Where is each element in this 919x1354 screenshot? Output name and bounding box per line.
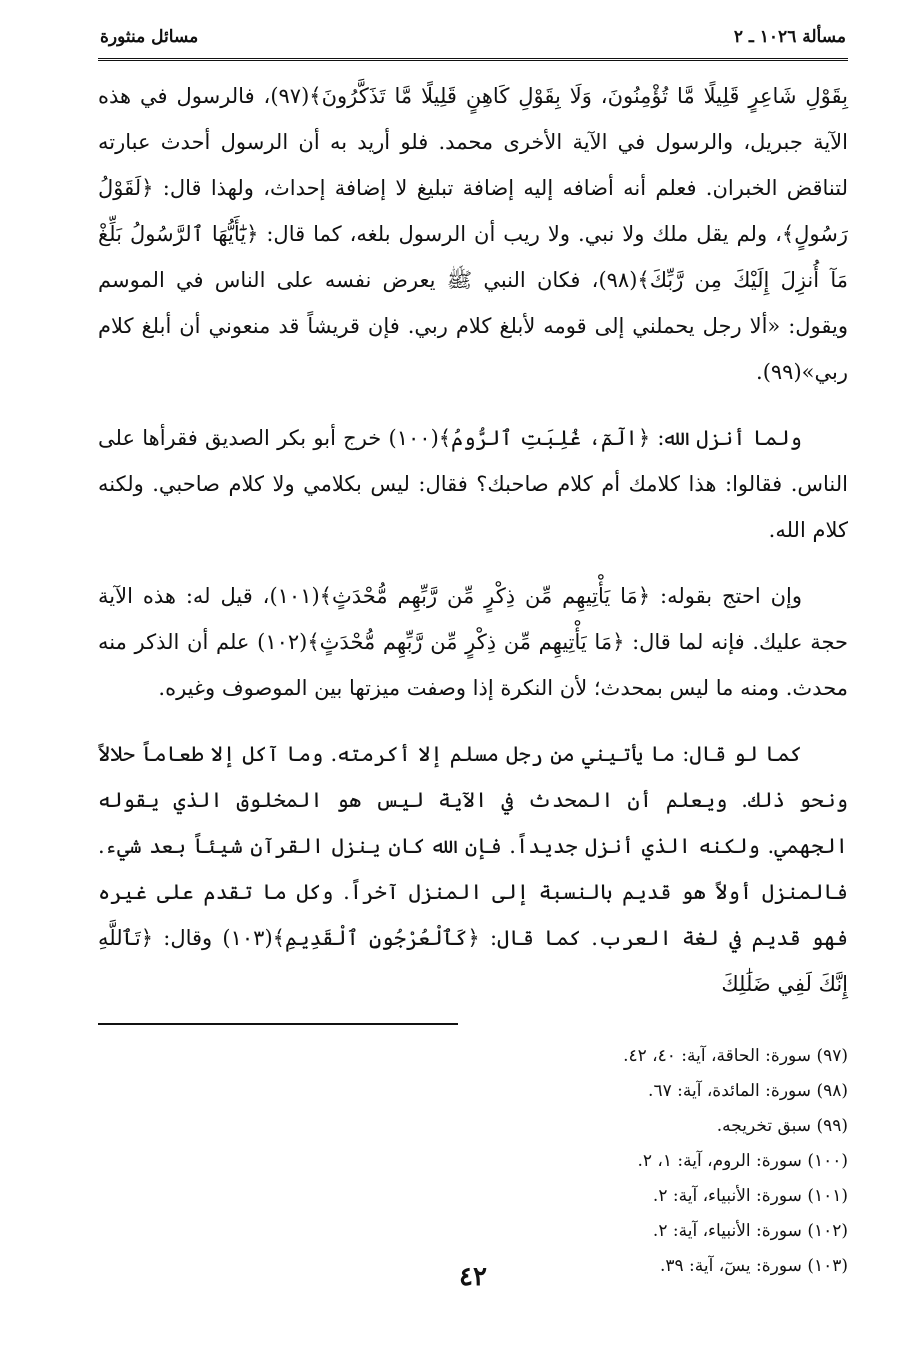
page-number: ٤٢ <box>459 1262 487 1292</box>
footnote: (٩٨) سورة: المائدة، آية: ٦٧. <box>648 1081 848 1101</box>
book-title: مسائل منثورة <box>100 27 199 47</box>
footnote: (١٠٣) سورة: يسٓ، آية: ٣٩. <box>659 1256 848 1276</box>
paragraph: ولما أنزل الله: ﴿الٓمٓ، غُلِبَتِ ٱلرُّومُ﴾(١٠٠) خرج أبو بكر الصديق فقرأها على الناس. فقالوا: هذا كلامك أم كلام صاحبك؟ فقال: ليس بكلامي ولا كلام صاحبي. ولكنه كلام الله. <box>98 426 848 542</box>
main-text <box>98 73 848 1007</box>
footnote: (٩٧) سورة: الحاقة، آية: ٤٠، ٤٢. <box>623 1046 848 1066</box>
book-page <box>98 22 848 1332</box>
running-header <box>98 22 848 52</box>
header-rule <box>98 58 848 61</box>
footnote: (١٠٠) سورة: الروم، آية: ١، ٢. <box>637 1151 848 1171</box>
paragraph: بِقَوْلِ شَاعِرٍ قَلِيلًا مَّا تُؤْمِنُونَ، وَلَا بِقَوْلِ كَاهِنٍ قَلِيلًا مَّا تَذَكَّرُونَ﴾(٩٧)، فالرسول في هذه الآية جبريل، والرسول في الآية الأخرى محمد. فلو أريد به أن الرسول أحدث عبارته لتناقض الخبران. فعلم أنه أضافه إليه إضافة تبليغ لا إضافة إحداث، ولهذا قال: ﴿لَقَوْلُ رَسُولٍ﴾، ولم يقل ملك ولا نبي. ولا ريب أن الرسول بلغه، كما قال: ﴿يَٰٓأَيُّهَا ٱلرَّسُولُ بَلِّغْ مَآ أُنزِلَ إِلَيْكَ مِن رَّبِّكَ﴾(٩٨)، فكان النبي ﷺ يعرض نفسه على الناس في الموسم ويقول: «ألا رجل يحملني إلى قومه لأبلغ كلام ربي. فإن قريشاً قد منعوني أن أبلغ كلام ربي»(٩٩). <box>98 84 849 384</box>
paragraph: وإن احتج بقوله: ﴿مَا يَأْتِيهِم مِّن ذِكْرٍ مِّن رَّبِّهِم مُّحْدَثٍ﴾(١٠١)، قيل له: هذه الآية حجة عليك. فإنه لما قال: ﴿مَا يَأْتِيهِم مِّن ذِكْرٍ مِّن رَّبِّهِم مُّحْدَثٍ﴾(١٠٢) علم أن الذكر منه محدث. ومنه ما ليس بمحدث؛ لأن النكرة إذا وصفت ميزتها بين الموصوف وغيره. <box>98 584 849 700</box>
footnote: (٩٩) سبق تخريجه. <box>716 1116 848 1136</box>
footnote-rule <box>98 1023 458 1025</box>
footnote: (١٠١) سورة: الأنبياء، آية: ٢. <box>652 1186 848 1206</box>
footnotes <box>98 1039 848 1284</box>
footnote: (١٠٢) سورة: الأنبياء، آية: ٢. <box>652 1221 848 1241</box>
running-title: مسألة ١٠٢٦ ـ ٢ <box>733 27 846 47</box>
paragraph: كما لو قال: ما يأتيني من رجل مسلم إلا أكرمته. وما آكل إلا طعاماً حلالاً ونحو ذلك. ويعلم أن المحدث في الآية ليس هو المخلوق الذي يقوله الجهمي. ولكنه الذي أنزل جديداً. فإن الله كان ينزل القرآن شيئاً بعد شيء. فالمنزل أولاً هو قديم بالنسبة إلى المنزل آخراً. وكل ما تقدم على غيره فهو قديم في لغة العرب. كما قال: ﴿كَٱلْعُرْجُونِ ٱلْقَدِيمِ﴾(١٠٣) وقال: ﴿تَٱللَّهِ إِنَّكَ لَفِي ضَلَٰلِكَ <box>98 742 848 996</box>
